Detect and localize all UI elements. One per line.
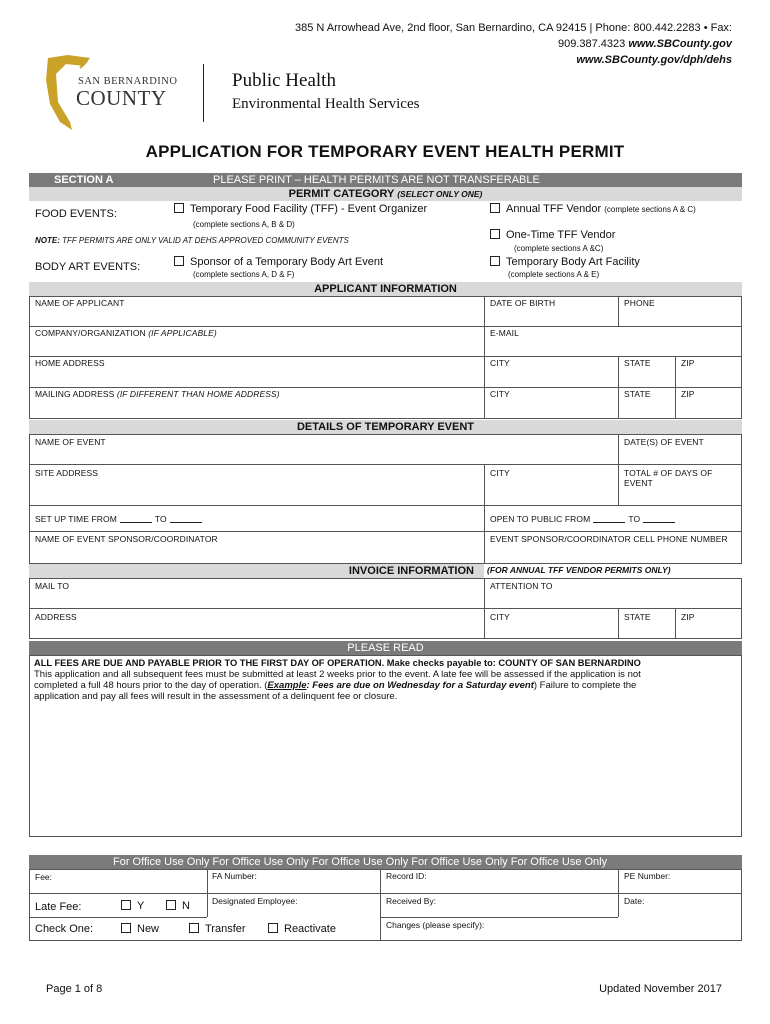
home-city-field[interactable]: CITY <box>490 358 510 368</box>
divider <box>29 464 742 465</box>
divider <box>29 505 742 506</box>
event-table <box>29 434 742 564</box>
date-field[interactable]: Date: <box>624 896 645 906</box>
divider <box>618 434 619 505</box>
invoice-note: (FOR ANNUAL TFF VENDOR PERMITS ONLY) <box>487 565 671 575</box>
site-city-field[interactable]: CITY <box>490 468 510 478</box>
mail-to-field[interactable]: MAIL TO <box>35 581 70 591</box>
sponsor-label: Sponsor of a Temporary Body Art Event <box>190 256 384 268</box>
header-contact <box>295 20 732 68</box>
annual-tff-option[interactable] <box>490 203 696 215</box>
late-fee-no-checkbox[interactable] <box>166 900 176 910</box>
applicant-heading: APPLICANT INFORMATION <box>314 283 457 295</box>
form-title: APPLICATION FOR TEMPORARY EVENT HEALTH PERMIT <box>145 142 625 161</box>
home-state-field[interactable]: STATE <box>624 358 651 368</box>
header-fax-line <box>295 36 732 52</box>
setup-time-field[interactable] <box>35 514 205 524</box>
invoice-address-field[interactable]: ADDRESS <box>35 612 77 622</box>
divider <box>618 608 619 639</box>
food-events-label: FOOD EVENTS: <box>35 208 117 220</box>
late-fee-yes-checkbox[interactable] <box>121 900 131 910</box>
open-to-blank[interactable] <box>643 522 675 523</box>
divider <box>29 531 742 532</box>
dept-division: Environmental Health Services <box>232 96 420 112</box>
permit-category-bar <box>29 187 742 201</box>
example-label: Example <box>267 680 307 691</box>
note-text: TFF PERMITS ARE ONLY VALID AT DEHS APPROVED COMMUNITY EVENTS <box>62 236 349 245</box>
transfer-checkbox[interactable] <box>189 923 199 933</box>
tba-facility-label: Temporary Body Art Facility <box>506 256 640 268</box>
divider <box>675 608 676 639</box>
yes-label: Y <box>137 900 145 912</box>
invoice-bar <box>29 564 742 578</box>
dob-field[interactable]: DATE OF BIRTH <box>490 298 556 308</box>
pe-number-field[interactable]: PE Number: <box>624 871 671 881</box>
mailing-zip-field[interactable]: ZIP <box>681 389 695 399</box>
company-field[interactable] <box>35 328 217 338</box>
phone-field[interactable]: PHONE <box>624 298 655 308</box>
logo-line-1: SAN BERNARDINO <box>78 76 178 87</box>
invoice-heading: INVOICE INFORMATION <box>348 565 474 577</box>
late-fee-text-b: ) Failure to complete the <box>533 680 637 691</box>
page-number: Page 1 of 8 <box>46 983 103 995</box>
event-sponsor-field[interactable]: NAME OF EVENT SPONSOR/COORDINATOR <box>35 534 218 544</box>
annual-tff-sub: (complete sections A & C) <box>604 205 696 214</box>
invoice-heading-cell <box>29 564 484 578</box>
home-zip-field[interactable]: ZIP <box>681 358 695 368</box>
setup-to-label: TO <box>154 514 167 524</box>
new-label: New <box>137 923 160 935</box>
home-address-field[interactable]: HOME ADDRESS <box>35 358 105 368</box>
new-checkbox[interactable] <box>121 923 131 933</box>
onetime-tff-checkbox[interactable] <box>490 229 500 239</box>
late-fee-line <box>34 680 739 691</box>
invoice-zip-field[interactable]: ZIP <box>681 612 695 622</box>
divider <box>484 296 485 419</box>
received-by-field[interactable]: Received By: <box>386 896 437 906</box>
onetime-tff-option[interactable] <box>490 229 615 241</box>
reactivate-label: Reactivate <box>284 923 336 935</box>
divider <box>618 356 619 419</box>
mailing-city-field[interactable]: CITY <box>490 389 510 399</box>
office-use-banner: For Office Use Only For Office Use Only For Office Use Only For Office Use Only For Office Use Only <box>113 856 608 868</box>
fa-number-field[interactable]: FA Number: <box>212 871 257 881</box>
divider <box>380 917 618 918</box>
event-name-field[interactable]: NAME OF EVENT <box>35 437 106 447</box>
divider <box>29 356 742 357</box>
late-fee-text-a: completed a full 48 hours prior to the day of operation. ( <box>34 680 268 691</box>
divider <box>618 869 619 917</box>
please-read-heading: PLEASE READ <box>347 642 424 654</box>
permit-category-note: (SELECT ONLY ONE) <box>397 189 483 199</box>
tff-note <box>35 236 349 245</box>
divider <box>29 608 742 609</box>
please-read-bar <box>29 641 742 655</box>
tff-checkbox[interactable] <box>174 203 184 213</box>
dept-name: Public Health <box>232 70 336 91</box>
changes-field[interactable]: Changes (please specify): <box>386 920 485 930</box>
open-to-label: TO <box>628 514 641 524</box>
note-label: NOTE: <box>35 236 60 245</box>
logo-divider <box>203 64 204 122</box>
applicant-name-field[interactable]: NAME OF APPLICANT <box>35 298 125 308</box>
sponsor-sub: (complete sections A, D & F) <box>193 270 295 279</box>
divider <box>618 296 619 326</box>
example-text: : Fees are due on Wednesday for a Saturday event <box>306 680 534 691</box>
attention-to-field[interactable]: ATTENTION TO <box>490 581 553 591</box>
section-a-banner <box>29 173 742 187</box>
divider <box>29 893 742 894</box>
header-address: 385 N Arrowhead Ave, 2nd floor, San Bernardino, CA 92415 | Phone: 800.442.2283 • Fax: <box>294 22 732 34</box>
check-one-label: Check One: <box>35 923 94 935</box>
company-note: (IF APPLICABLE) <box>148 328 217 338</box>
onetime-tff-sub: (complete sections A &C) <box>514 244 604 253</box>
divider <box>29 917 207 918</box>
email-field[interactable]: E-MAIL <box>490 328 519 338</box>
fees-due-line: ALL FEES ARE DUE AND PAYABLE PRIOR TO THE FIRST DAY OF OPERATION. Make checks payable to: COUNTY OF SAN BERNARDINO <box>34 658 641 668</box>
transfer-option[interactable] <box>189 923 246 935</box>
invoice-city-field[interactable]: CITY <box>490 612 510 622</box>
delinquent-line: application and pay all fees will result in the assessment of a delinquent fee or closure. <box>34 691 398 702</box>
event-bar <box>29 420 742 434</box>
tff-option[interactable] <box>174 203 427 215</box>
divider <box>29 387 742 388</box>
tba-facility-checkbox[interactable] <box>490 256 500 266</box>
fax-number: 909.387.4323 <box>557 38 626 50</box>
late-fee-label: Late Fee: <box>35 901 82 913</box>
transfer-label: Transfer <box>205 923 246 935</box>
no-label: N <box>182 900 190 912</box>
new-option[interactable] <box>121 923 159 935</box>
setup-from-label: SET UP TIME FROM <box>35 514 117 524</box>
header-web-line <box>295 52 732 68</box>
mailing-note: (IF DIFFERENT THAN HOME ADDRESS) <box>116 389 280 399</box>
section-a-label: SECTION A <box>54 174 114 186</box>
logo-line-2: COUNTY <box>76 86 167 110</box>
please-print-banner: PLEASE PRINT – HEALTH PERMITS ARE NOT TRANSFERABLE <box>213 174 540 186</box>
sponsor-option[interactable] <box>174 256 383 268</box>
reactivate-checkbox[interactable] <box>268 923 278 933</box>
divider <box>675 356 676 419</box>
fee-field[interactable]: Fee: <box>35 872 53 882</box>
tba-facility-option[interactable] <box>490 256 640 268</box>
event-heading: DETAILS OF TEMPORARY EVENT <box>296 421 475 433</box>
updated-date: Updated November 2017 <box>599 983 722 995</box>
divider <box>484 464 485 564</box>
open-time-field[interactable] <box>490 514 678 524</box>
annual-tff-label: Annual TFF Vendor <box>506 203 602 215</box>
record-id-field[interactable]: Record ID: <box>386 871 427 881</box>
site-address-field[interactable]: SITE ADDRESS <box>35 468 99 478</box>
submission-line: This application and all subsequent fees must be submitted at least 2 weeks prior to the event. A late fee will be assessed if the application is not <box>34 669 641 680</box>
tff-sub: (complete sections A, B & D) <box>193 220 295 229</box>
mailing-state-field[interactable]: STATE <box>624 389 651 399</box>
annual-tff-checkbox[interactable] <box>490 203 500 213</box>
open-from-label: OPEN TO PUBLIC FROM <box>490 514 591 524</box>
divider <box>484 578 485 639</box>
sponsor-checkbox[interactable] <box>174 256 184 266</box>
county-logo <box>40 52 190 132</box>
website-link-2[interactable]: www.SBCounty.gov/dph/dehs <box>576 54 732 66</box>
sponsor-phone-field[interactable]: EVENT SPONSOR/COORDINATOR CELL PHONE NUMBER <box>490 534 728 544</box>
late-fee-no[interactable] <box>166 900 190 912</box>
tff-label: Temporary Food Facility (TFF) - Event Organizer <box>190 203 428 215</box>
company-label: COMPANY/ORGANIZATION <box>35 328 146 338</box>
late-fee-yes[interactable] <box>121 900 144 912</box>
divider <box>380 869 381 941</box>
open-from-blank[interactable] <box>593 522 625 523</box>
body-art-events-label: BODY ART EVENTS: <box>35 261 141 273</box>
website-link-1[interactable]: www.SBCounty.gov <box>628 38 732 50</box>
invoice-state-field[interactable]: STATE <box>624 612 651 622</box>
setup-to-blank[interactable] <box>170 522 202 523</box>
divider <box>207 869 208 917</box>
mailing-label: MAILING ADDRESS <box>35 389 115 399</box>
applicant-bar <box>29 282 742 296</box>
setup-from-blank[interactable] <box>120 522 152 523</box>
total-days-field[interactable]: TOTAL # OF DAYS OF EVENT <box>624 468 713 488</box>
tba-facility-sub: (complete sections A & E) <box>508 270 600 279</box>
onetime-tff-label: One-Time TFF Vendor <box>506 229 616 241</box>
divider <box>29 326 742 327</box>
designated-employee-field[interactable]: Designated Employee: <box>212 896 298 906</box>
reactivate-option[interactable] <box>268 923 336 935</box>
event-dates-field[interactable]: DATE(S) OF EVENT <box>624 437 704 447</box>
permit-category-heading: PERMIT CATEGORY <box>288 188 395 200</box>
office-use-bar <box>29 855 742 869</box>
please-read-text <box>34 658 739 702</box>
mailing-address-field[interactable] <box>35 389 280 399</box>
